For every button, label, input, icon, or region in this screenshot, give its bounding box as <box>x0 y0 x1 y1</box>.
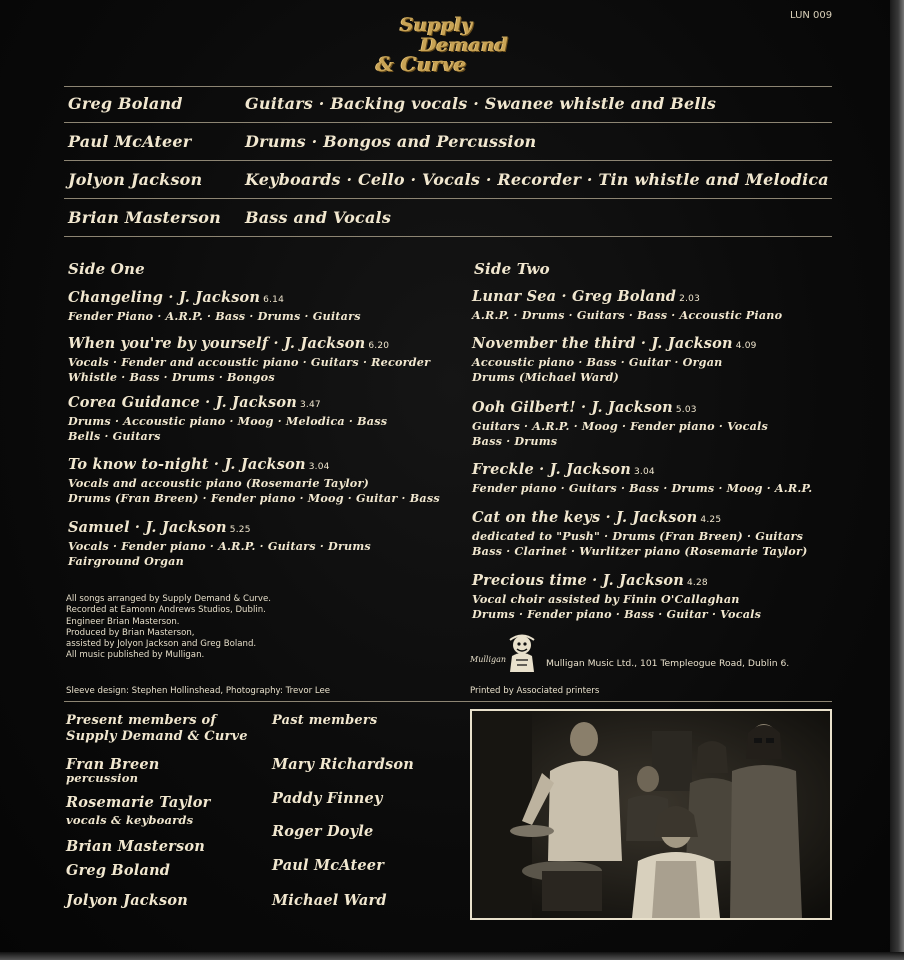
lineup-instruments: Bass and Vocals <box>245 208 392 227</box>
track-title: Ooh Gilbert! · J. Jackson 5.03 <box>472 399 697 416</box>
track-duration: 3.04 <box>308 462 330 472</box>
band-logo <box>372 12 522 82</box>
logo-line-3: & Curve <box>376 52 467 76</box>
track-duration: 2.03 <box>679 294 700 304</box>
track-instruments: Vocals · Fender and accoustic piano · Guitars · Recorder <box>68 355 431 369</box>
track-title: Cat on the keys · J. Jackson 4.25 <box>472 509 722 526</box>
production-credits <box>66 594 366 662</box>
past-members-heading: Past members <box>272 713 378 728</box>
track-instruments: Guitars · A.R.P. · Moog · Fender piano · Vocals <box>472 419 768 433</box>
past-member-name: Paddy Finney <box>272 790 383 807</box>
track-title: When you're by yourself · J. Jackson 6.20 <box>68 335 390 352</box>
present-member-role: vocals & keyboards <box>66 813 194 827</box>
divider <box>64 122 832 123</box>
track-title: Corea Guidance · J. Jackson 3.47 <box>68 394 321 411</box>
band-photo <box>470 709 832 920</box>
lineup-instruments: Guitars · Backing vocals · Swanee whistle and Bells <box>245 94 717 113</box>
track-instruments: Bass · Clarinet · Wurlitzer piano (Rosemarie Taylor) <box>472 544 808 558</box>
track-item <box>472 399 768 449</box>
sleeve-edge-bottom <box>0 952 904 960</box>
lineup-name: Greg Boland <box>68 94 183 113</box>
past-member-name: Roger Doyle <box>272 823 374 840</box>
present-member-role: percussion <box>66 771 139 785</box>
track-title: November the third · J. Jackson 4.09 <box>472 335 757 352</box>
track-title: Lunar Sea · Greg Boland 2.03 <box>472 288 700 305</box>
track-item <box>68 335 430 385</box>
lineup-name: Jolyon Jackson <box>68 170 203 189</box>
track-instruments: Fender Piano · A.R.P. · Bass · Drums · Guitars <box>68 309 361 323</box>
track-instruments: Fairground Organ <box>68 554 184 568</box>
past-member-name: Michael Ward <box>272 892 387 909</box>
track-instruments: Bells · Guitars <box>68 429 161 443</box>
printed-by: Printed by Associated printers <box>470 686 600 696</box>
track-item <box>68 456 440 506</box>
track-duration: 4.25 <box>700 515 722 525</box>
lineup-instruments: Keyboards · Cello · Vocals · Recorder · Tin whistle and Melodica <box>245 170 829 189</box>
track-instruments: Drums · Accoustic piano · Moog · Melodica · Bass <box>68 414 388 428</box>
present-member-name: Rosemarie Taylor <box>66 794 211 811</box>
track-item <box>472 335 757 385</box>
track-instruments: Whistle · Bass · Drums · Bongos <box>68 370 275 384</box>
lineup-name: Paul McAteer <box>68 132 192 151</box>
track-item <box>472 461 812 496</box>
sleeve-credit: Sleeve design: Stephen Hollinshead, Photography: Trevor Lee <box>66 686 331 696</box>
track-duration: 6.20 <box>368 341 390 351</box>
credit-line: assisted by Jolyon Jackson and Greg Boland. <box>66 639 257 650</box>
band-photo-image <box>472 711 830 918</box>
present-member-name: Greg Boland <box>66 862 171 879</box>
track-item <box>68 519 371 569</box>
side-one-heading: Side One <box>68 260 145 278</box>
logo-line-1: Supply <box>400 14 473 36</box>
divider <box>64 86 832 87</box>
track-duration: 3.04 <box>634 467 655 477</box>
track-title: Samuel · J. Jackson 5.25 <box>68 519 251 536</box>
logo-line-2: Demand <box>420 34 509 56</box>
mulligan-logo-word: Mulligan <box>470 655 507 664</box>
mulligan-mascot-icon <box>505 634 539 674</box>
present-member-name: Fran Breen <box>66 756 160 773</box>
past-member-name: Paul McAteer <box>272 857 385 874</box>
track-instruments: Drums (Fran Breen) · Fender piano · Moog · Guitar · Bass <box>68 491 440 505</box>
sleeve-edge-right <box>890 0 904 960</box>
track-title: Freckle · J. Jackson 3.04 <box>472 461 655 478</box>
track-title: Changeling · J. Jackson 6.14 <box>68 289 285 306</box>
track-instruments: dedicated to "Push" · Drums (Fran Breen) · Guitars <box>472 529 804 543</box>
credit-line: Engineer Brian Masterson. <box>66 616 180 627</box>
track-instruments: Drums (Michael Ward) <box>472 370 619 384</box>
track-item <box>472 509 808 559</box>
track-duration: 4.28 <box>687 578 708 588</box>
credit-line: All music published by Mulligan. <box>66 650 205 661</box>
credit-line: All songs arranged by Supply Demand & Curve. <box>66 594 272 604</box>
track-instruments: Vocals · Fender piano · A.R.P. · Guitars · Drums <box>68 539 371 553</box>
track-item <box>68 289 361 324</box>
track-item <box>68 394 387 444</box>
track-instruments: A.R.P. · Drums · Guitars · Bass · Accoustic Piano <box>472 308 783 322</box>
track-duration: 4.09 <box>735 341 757 351</box>
divider <box>64 236 832 237</box>
track-title: To know to-night · J. Jackson 3.04 <box>68 456 330 473</box>
divider <box>64 701 832 702</box>
track-instruments: Vocal choir assisted by Finin O'Callaghan <box>472 592 740 606</box>
track-duration: 6.14 <box>263 295 285 305</box>
divider <box>64 160 832 161</box>
lineup-instruments: Drums · Bongos and Percussion <box>245 132 537 151</box>
catalog-number: LUN 009 <box>790 10 833 21</box>
credit-line: Produced by Brian Masterson, <box>66 627 195 638</box>
present-member-name: Brian Masterson <box>66 838 205 855</box>
credit-line: Recorded at Eamonn Andrews Studios, Dublin. <box>66 605 266 616</box>
track-title: Precious time · J. Jackson 4.28 <box>472 572 708 589</box>
track-duration: 5.03 <box>675 405 697 415</box>
divider <box>64 198 832 199</box>
track-instruments: Bass · Drums <box>472 434 558 448</box>
track-instruments: Fender piano · Guitars · Bass · Drums · Moog · A.R.P. <box>472 481 813 495</box>
publisher-address: Mulligan Music Ltd., 101 Templeogue Road, Dublin 6. <box>546 658 790 669</box>
lineup-name: Brian Masterson <box>68 208 221 227</box>
side-two-heading: Side Two <box>474 260 550 278</box>
track-duration: 5.25 <box>229 525 251 535</box>
track-instruments: Vocals and accoustic piano (Rosemarie Taylor) <box>68 476 370 490</box>
track-instruments: Accoustic piano · Bass · Guitar · Organ <box>472 355 723 369</box>
track-item <box>472 572 761 622</box>
track-instruments: Drums · Fender piano · Bass · Guitar · Vocals <box>472 607 762 621</box>
past-member-name: Mary Richardson <box>272 756 415 773</box>
present-member-name: Jolyon Jackson <box>66 892 189 909</box>
track-item <box>472 288 782 323</box>
track-duration: 3.47 <box>299 400 321 410</box>
present-members-heading: Present members of Supply Demand & Curve <box>66 713 248 744</box>
